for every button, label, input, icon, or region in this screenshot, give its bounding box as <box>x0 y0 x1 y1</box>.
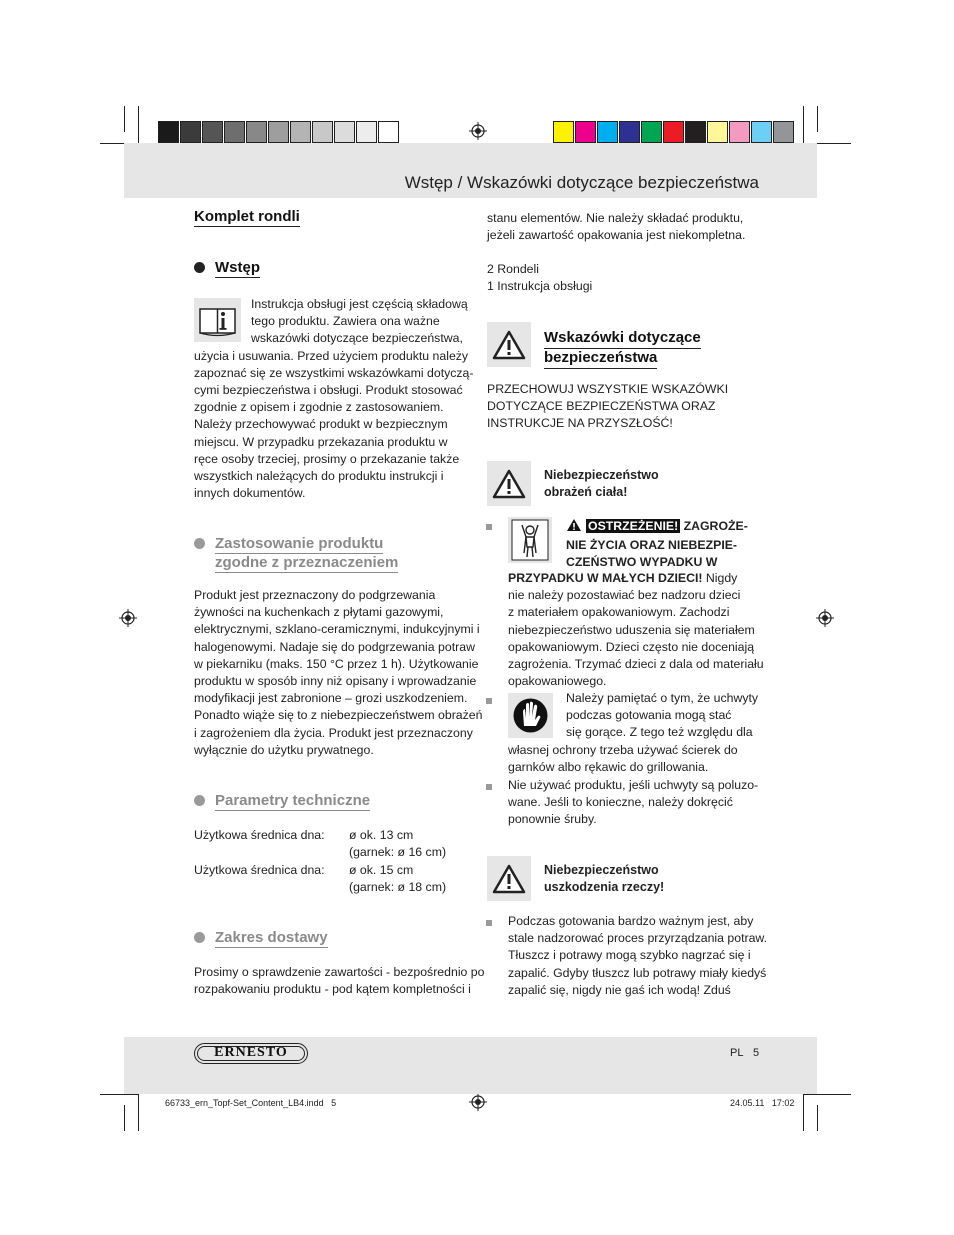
child-suffocation-icon <box>508 517 552 563</box>
tech-heading <box>194 792 370 811</box>
delivery-heading-text: Zakres dostawy <box>215 929 328 946</box>
crop-mark <box>100 1094 138 1095</box>
warning-triangle-icon <box>487 461 531 506</box>
color-swatch <box>619 121 640 143</box>
language-code: PL <box>730 1047 744 1059</box>
color-swatch <box>290 121 311 143</box>
crop-mark <box>803 1094 851 1095</box>
brand-logo <box>194 1043 308 1064</box>
bullet-icon <box>194 932 205 943</box>
text-line: garnków albo rękawic do grillowania. <box>508 760 709 775</box>
color-swatch <box>597 121 618 143</box>
text-line: Należy przechowywać produkt w bezpiecznym <box>194 417 448 432</box>
warning-bold-3: CZEŃSTWO WYPADKU W <box>566 555 718 570</box>
color-swatch <box>224 121 245 143</box>
text-line: Nie używać produktu, jeśli uchwyty są poluzo- <box>508 778 759 792</box>
text-line: wane. Jeśli to konieczne, należy dokręcić <box>508 795 733 810</box>
color-swatch <box>641 121 662 143</box>
usage-paragraph <box>194 587 484 759</box>
color-swatch <box>663 121 684 143</box>
warning-bold-1: ZAGROŻE- <box>680 519 748 533</box>
text-line: halogenowymi. Nadaje się do podgrzewania potraw <box>194 639 475 654</box>
warning-rest-first: Nigdy <box>702 571 738 585</box>
crop-mark <box>124 106 125 132</box>
text-line: wszystkich należących do produktu instrukcji i <box>194 469 444 484</box>
tech-value: ø ok. 13 cm <box>349 828 414 842</box>
delivery-heading <box>194 929 328 948</box>
text-line: w piekarniku (maks. 150 °C przez 1 h). Użytkowanie <box>194 656 479 671</box>
color-swatch <box>268 121 289 143</box>
text-line: 2 Rondeli <box>487 262 539 276</box>
registration-mark-icon <box>119 609 137 627</box>
text-line: zgodnie z opisem i zgodnie z zastosowaniem. <box>194 400 444 415</box>
safety-heading-line2: bezpieczeństwa <box>544 349 657 369</box>
text-line: DOTYCZĄCE BEZPIECZEŃSTWA ORAZ <box>487 399 716 414</box>
text-line: niebezpieczeństwo uduszenia się materiałem <box>508 622 755 637</box>
text-line: Produkt jest przeznaczony do podgrzewania <box>194 588 436 602</box>
color-swatch <box>575 121 596 143</box>
warning-bold-4: PRZYPADKU W MAŁYCH DZIECI! <box>508 571 703 585</box>
crop-mark <box>817 1105 818 1131</box>
text-line: zapalić. Gdyby tłuszcz lub potrawy miały kiedyś <box>508 965 767 980</box>
text-line: zapoznać się ze wszystkimi wskazówkami dotyczą- <box>194 365 474 380</box>
text-line: elektrycznymi, szklano-ceramicznymi, indukcyjnymi i <box>194 622 480 637</box>
tech-heading-text: Parametry techniczne <box>215 792 371 809</box>
crop-mark <box>124 1105 125 1131</box>
color-swatch <box>180 121 201 143</box>
text-line: PRZECHOWUJ WSZYSTKIE WSKAZÓWKI <box>487 382 729 396</box>
intro-heading-text: Wstęp <box>215 259 260 276</box>
text-line: zapalić się, nigdy nie gaś ich wodą! Zduś <box>508 982 731 997</box>
crop-mark <box>803 1090 804 1131</box>
color-swatch <box>553 121 574 143</box>
text-line: INSTRUKCJE NA PRZYSZŁOŚĆ! <box>487 416 673 431</box>
text-line: wyłącznie do użytku prywatnego. <box>194 742 374 757</box>
danger-property-heading <box>544 862 664 896</box>
text-line: rozpakowaniu produktu - pod kątem kompletności i <box>194 982 471 997</box>
print-date: 24.05.11 17:02 <box>730 1098 795 1108</box>
intro-paragraph <box>194 296 484 502</box>
warning-heading <box>566 518 766 572</box>
text-line: opakowaniowym. Dzieci często nie doceniają <box>508 639 755 654</box>
bullet-square-icon <box>486 784 492 790</box>
text-line: Instrukcja obsługi jest częścią składową <box>251 297 468 311</box>
text-line: się gorące. Z tego też względu dla <box>566 725 753 740</box>
usage-heading <box>194 535 398 573</box>
registration-mark-icon <box>469 122 487 140</box>
bullet-square-icon <box>486 920 492 926</box>
text-line: wskazówki dotyczące bezpieczeństwa, <box>251 331 463 346</box>
color-swatch <box>378 121 399 143</box>
text-line: opakowaniowego. <box>508 674 607 689</box>
text-line: nie należy pozostawiać bez nadzoru dzieci <box>508 588 741 603</box>
usage-heading-line2: zgodne z przeznaczeniem <box>215 554 399 571</box>
warning-icon-box <box>487 856 531 901</box>
color-swatch <box>729 121 750 143</box>
danger-injury-line1: Niebezpieczeństwo <box>544 468 659 482</box>
loose-handles-paragraph <box>508 777 778 829</box>
text-line: 1 Instrukcja obsługi <box>487 279 593 294</box>
text-line: cymi bezpieczeństwa i obsługi. Produkt stosować <box>194 383 463 398</box>
delivery-continued-paragraph <box>487 210 787 244</box>
gloves-paragraph-full <box>508 742 778 776</box>
file-slug: 66733_ern_Topf-Set_Content_LB4.indd 5 <box>165 1098 337 1108</box>
danger-property-line2: uszkodzenia rzeczy! <box>544 880 665 895</box>
color-swatch <box>751 121 772 143</box>
gloves-icon-box <box>508 693 553 738</box>
text-line: miejscu. W przypadku przekazania produktu w <box>194 434 448 449</box>
color-swatch <box>158 121 179 143</box>
bullet-square-icon <box>486 698 492 704</box>
tech-row <box>194 827 484 862</box>
tech-table <box>194 827 484 897</box>
page-title: Wstęp / Wskazówki dotyczące bezpieczeństwa <box>404 173 759 192</box>
text-line: innych dokumentów. <box>194 486 306 501</box>
text-line: Prosimy o sprawdzenie zawartości - bezpośrednio po <box>194 965 485 979</box>
tech-label: Użytkowa średnica dna: <box>194 828 325 842</box>
small-warning-triangle-icon <box>566 518 582 537</box>
text-line: modyfikacji jest zabronione – grozi uszkodzeniem. <box>194 691 468 706</box>
text-line: Należy pamiętać o tym, że uchwyty <box>566 691 759 705</box>
safety-heading <box>544 329 701 369</box>
brand-logo-text: ERNESTO <box>214 1045 288 1060</box>
document-title-text: Komplet rondli <box>194 208 300 225</box>
text-line: Tłuszcz i potrawy mogą szybko nagrzać się i <box>508 948 751 963</box>
text-line: jeżeli zawartość opakowania jest niekompletna. <box>487 228 746 243</box>
color-swatch <box>707 121 728 143</box>
text-line: stale nadzorować proces przyrządzania potraw. <box>508 931 768 946</box>
crop-mark <box>138 1090 139 1131</box>
text-line: ponownie śruby. <box>508 812 597 827</box>
warning-icon-box <box>487 322 531 367</box>
warning-bold-2: NIE ŻYCIA ORAZ NIEBEZPIE- <box>566 538 738 553</box>
tech-sub-value: (garnek: ø 16 cm) <box>349 845 447 859</box>
color-swatch <box>773 121 794 143</box>
cooking-paragraph <box>508 913 778 999</box>
tech-label: Użytkowa średnica dna: <box>194 863 325 877</box>
text-line: stanu elementów. Nie należy składać produktu, <box>487 211 744 225</box>
protective-gloves-icon <box>508 693 553 738</box>
bullet-icon <box>194 262 205 273</box>
document-title <box>194 208 300 227</box>
danger-injury-line2: obrażeń ciała! <box>544 485 628 500</box>
color-swatch <box>685 121 706 143</box>
color-swatch <box>312 121 333 143</box>
color-swatch <box>334 121 355 143</box>
bullet-icon <box>194 538 205 549</box>
text-line: z materiałem opakowaniowym. Zachodzi <box>508 605 730 620</box>
color-swatch <box>356 121 377 143</box>
text-line: użycia i usuwania. Przed użyciem produktu należy <box>194 348 469 363</box>
text-line: Podczas gotowania bardzo ważnym jest, aby <box>508 914 754 928</box>
warning-paragraph <box>508 570 778 690</box>
tech-value: ø ok. 15 cm <box>349 863 414 877</box>
color-swatch <box>246 121 267 143</box>
text-line: i zagrożeniem dla życia. Produkt jest przeznaczony <box>194 725 473 740</box>
danger-property-line1: Niebezpieczeństwo <box>544 863 659 877</box>
child-warning-icon-box <box>508 517 552 563</box>
tech-row <box>194 862 484 897</box>
text-line: produktu w sposób inny niż opisany i wprowadzanie <box>194 674 477 689</box>
text-line: własnej ochrony trzeba używać ścierek do <box>508 743 738 757</box>
text-line: żywności na kuchenkach z płytami gazowymi, <box>194 605 444 620</box>
text-line: Ponadto wiąże się to z niebezpieczeństwem obrażeń <box>194 708 483 723</box>
crop-mark <box>817 106 818 132</box>
tech-sub-value: (garnek: ø 18 cm) <box>349 880 447 894</box>
usage-heading-line1: Zastosowanie produktu <box>215 535 384 552</box>
safety-heading-line1: Wskazówki dotyczące <box>544 329 701 349</box>
bullet-square-icon <box>486 524 492 530</box>
text-line: podczas gotowania mogą stać <box>566 708 732 723</box>
keep-instructions-notice <box>487 381 787 433</box>
page-number: 5 <box>753 1047 760 1059</box>
warning-triangle-icon <box>487 322 531 367</box>
text-line: ręce osoby trzeciej, prosimy o przekazanie także <box>194 451 460 466</box>
text-line: tego produktu. Zawiera ona ważne <box>251 314 440 329</box>
delivery-items-list <box>487 261 787 295</box>
warning-icon-box <box>487 461 531 506</box>
color-swatch <box>202 121 223 143</box>
text-line: zagrożenia. Trzymać dzieci z dala od materiału <box>508 657 764 672</box>
gloves-paragraph-short <box>566 690 766 742</box>
intro-heading <box>194 259 260 278</box>
warning-lines <box>508 587 778 690</box>
danger-injury-heading <box>544 467 659 501</box>
delivery-paragraph <box>194 964 484 998</box>
bullet-icon <box>194 795 205 806</box>
registration-mark-icon <box>469 1093 487 1111</box>
warning-triangle-icon <box>487 856 531 901</box>
warning-label: OSTRZEŻENIE! <box>588 519 679 533</box>
registration-mark-icon <box>816 609 834 627</box>
